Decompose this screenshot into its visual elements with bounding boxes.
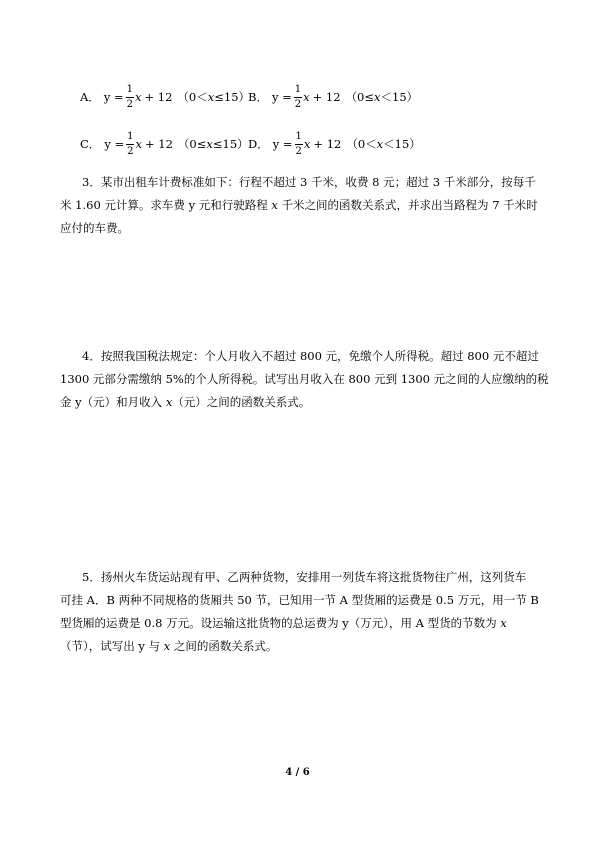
- option-c: [80, 132, 249, 157]
- problem-text-line: 应付的车费。: [60, 221, 129, 235]
- fraction-numerator: 1: [126, 85, 134, 98]
- variable: x: [135, 137, 142, 151]
- option-a: [80, 85, 250, 110]
- condition: （0＜x≤15）: [177, 90, 251, 104]
- equation-lhs: y =: [271, 90, 292, 104]
- problem-4: [60, 345, 549, 414]
- option-b: [248, 85, 418, 110]
- fraction-numerator: 1: [126, 132, 134, 145]
- problem-5: [60, 566, 539, 658]
- variable: x: [303, 90, 310, 104]
- problem-text-line: 1300 元部分需缴纳 5%的个人所得税。试写出月收入在 800 元到 1300 元之间的人应缴纳的税: [60, 372, 549, 386]
- variable: x: [134, 90, 142, 104]
- problem-text-line: 4．按照我国税法规定：个人月收入不超过 800 元，免缴个人所得税。超过 800 元不超过: [82, 349, 539, 363]
- fraction: [295, 132, 303, 157]
- fraction-denominator: 2: [294, 98, 302, 110]
- option-label: C．: [80, 137, 101, 151]
- equation-lhs: y =: [272, 137, 293, 151]
- options-row-cd: [80, 124, 421, 164]
- condition: （0≤x≤15）: [177, 137, 249, 151]
- condition: （0＜x＜15）: [346, 137, 421, 151]
- problem-3: [60, 171, 538, 240]
- option-label: B．: [248, 90, 268, 104]
- fraction-denominator: 2: [126, 98, 133, 110]
- fraction: [126, 132, 134, 157]
- problem-text-line: 金 y（元）和月收入 x（元）之间的函数关系式。: [60, 395, 311, 409]
- problem-text-line: 可挂 A．B 两种不同规格的货厢共 50 节，已知用一节 A 型货厢的运费是 0.5 万元，用一节 B: [60, 593, 539, 607]
- variable: x: [303, 137, 311, 151]
- option-label: D．: [248, 137, 269, 151]
- problem-text-line: 3．某市出租车计费标准如下：行程不超过 3 千米，收费 8 元；超过 3 千米部分，按每千: [82, 175, 536, 189]
- option-d: [248, 132, 421, 157]
- problem-text-line: （节），试写出 y 与 x 之间的函数关系式。: [60, 639, 278, 653]
- problem-text-line: 型货厢的运费是 0.8 万元。设运输这批货物的总运费为 y（万元），用 A 型货的节数为 x: [60, 616, 507, 630]
- fraction: [126, 85, 134, 110]
- option-label: A．: [80, 90, 100, 104]
- equation-tail: + 12: [312, 90, 341, 104]
- equation-lhs: y =: [103, 90, 124, 104]
- fraction-denominator: 2: [127, 145, 134, 157]
- condition: （0≤x＜15）: [345, 90, 419, 104]
- options-row-ab: [80, 77, 419, 117]
- fraction-numerator: 1: [295, 132, 303, 145]
- equation-tail: + 12: [144, 137, 173, 151]
- equation-lhs: y =: [104, 137, 125, 151]
- problem-text-line: 米 1.60 元计算。求车费 y 元和行驶路程 x 千米之间的函数关系式，并求出当路程为 7 千米时: [60, 198, 538, 212]
- problem-text-line: 5．扬州火车货运站现有甲、乙两种货物，安排用一列货车将这批货物往广州，这列货车: [82, 570, 527, 584]
- fraction-numerator: 1: [294, 85, 302, 98]
- page-number: 4 / 6: [285, 767, 310, 778]
- fraction: [294, 85, 302, 110]
- equation-tail: + 12: [313, 137, 342, 151]
- equation-tail: + 12: [144, 90, 173, 104]
- fraction-denominator: 2: [295, 145, 302, 157]
